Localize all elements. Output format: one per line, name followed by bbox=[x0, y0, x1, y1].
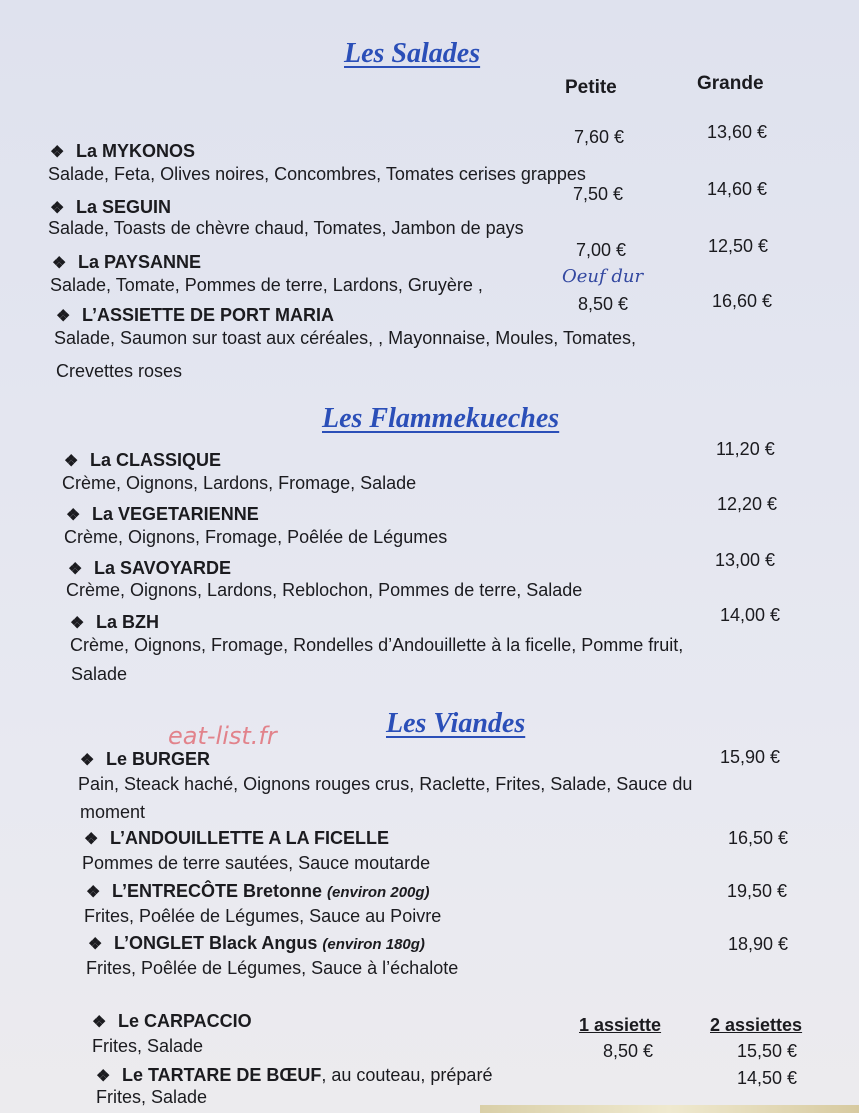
bullet-icon: ❖ bbox=[92, 1014, 107, 1031]
bullet-icon: ❖ bbox=[84, 831, 99, 848]
bullet-icon: ❖ bbox=[86, 884, 101, 901]
menu-item-description: Salade, Saumon sur toast aux céréales, , Mayonnaise, Moules, Tomates, bbox=[54, 328, 636, 348]
bullet-icon: ❖ bbox=[68, 561, 83, 578]
price: 15,90 € bbox=[720, 747, 781, 767]
price-1-assiette: 8,50 € bbox=[603, 1041, 654, 1061]
price: 12,20 € bbox=[717, 494, 778, 514]
column-header-1-assiette: 1 assiette bbox=[579, 1015, 662, 1035]
price: 16,50 € bbox=[728, 828, 789, 848]
menu-item-description: Frites, Poêlée de Légumes, Sauce au Poivre bbox=[84, 906, 442, 926]
bullet-icon: ❖ bbox=[50, 144, 65, 161]
menu-item-description-cont: moment bbox=[80, 802, 146, 822]
price-2-assiettes: 15,50 € bbox=[737, 1041, 798, 1061]
menu-item-name: ❖ La CLASSIQUE bbox=[64, 450, 222, 470]
menu-item-description: Salade, Feta, Olives noires, Concombres, Tomates cerises grappes bbox=[48, 164, 586, 184]
price-petite: 7,60 € bbox=[574, 127, 625, 147]
menu-item-description: Frites, Salade bbox=[96, 1087, 208, 1107]
menu-item-name: ❖ Le CARPACCIO bbox=[92, 1011, 252, 1031]
menu-item-description: Frites, Salade bbox=[92, 1036, 204, 1056]
price-petite: 8,50 € bbox=[578, 294, 629, 314]
menu-item-description: Salade, Toasts de chèvre chaud, Tomates, Jambon de pays bbox=[48, 218, 524, 238]
item-suffix: , au couteau, préparé bbox=[321, 1065, 493, 1085]
column-header-2-assiettes: 2 assiettes bbox=[710, 1015, 803, 1035]
menu-item-description: Crème, Oignons, Lardons, Fromage, Salade bbox=[62, 473, 417, 493]
menu-item-name: ❖ La MYKONOS bbox=[50, 141, 196, 161]
price: 13,00 € bbox=[715, 550, 776, 570]
bullet-icon: ❖ bbox=[50, 200, 65, 217]
price-grande: 16,60 € bbox=[712, 291, 773, 311]
price-grande: 14,60 € bbox=[707, 179, 768, 199]
menu-item-description: Pommes de terre sautées, Sauce moutarde bbox=[82, 853, 431, 873]
price-grande: 13,60 € bbox=[707, 122, 768, 142]
bullet-icon: ❖ bbox=[70, 615, 85, 632]
menu-item-description-cont: Salade bbox=[71, 664, 128, 684]
menu-item-name: ❖ La PAYSANNE bbox=[52, 252, 202, 272]
menu-item-description: Salade, Tomate, Pommes de terre, Lardons, Gruyère , bbox=[50, 275, 483, 295]
bullet-icon: ❖ bbox=[56, 308, 71, 325]
weight-note: (environ 180g) bbox=[322, 936, 425, 953]
price: 19,50 € bbox=[727, 881, 788, 901]
menu-item-name: ❖ La SEGUIN bbox=[50, 197, 172, 217]
price-petite: 7,00 € bbox=[576, 240, 627, 260]
price: 11,20 € bbox=[716, 439, 775, 459]
menu-item-name: ❖ La BZH bbox=[70, 612, 159, 632]
menu-item-name: ❖ La VEGETARIENNE bbox=[66, 504, 259, 524]
price: 14,00 € bbox=[720, 605, 781, 625]
menu-item-description: Crème, Oignons, Fromage, Rondelles d’Andouillette à la ficelle, Pomme fruit, bbox=[70, 635, 684, 655]
weight-note: (environ 200g) bbox=[327, 884, 430, 901]
section-title-viandes: Les Viandes bbox=[386, 708, 526, 739]
price-petite: 7,50 € bbox=[573, 184, 624, 204]
bullet-icon: ❖ bbox=[64, 453, 79, 470]
price-grande: 12,50 € bbox=[708, 236, 769, 256]
section-title-flammekueches: Les Flammekueches bbox=[322, 403, 560, 434]
menu-item-description: Crème, Oignons, Lardons, Reblochon, Pommes de terre, Salade bbox=[66, 580, 583, 600]
handwritten-note: Oeuf dur bbox=[562, 266, 644, 287]
menu-item-name: ❖ L’ANDOUILLETTE A LA FICELLE bbox=[84, 828, 389, 848]
bullet-icon: ❖ bbox=[52, 255, 67, 272]
column-header-petite: Petite bbox=[565, 77, 617, 98]
price: 18,90 € bbox=[728, 934, 789, 954]
menu-item-description: Frites, Poêlée de Légumes, Sauce à l’échalote bbox=[86, 958, 459, 978]
column-header-grande: Grande bbox=[697, 73, 764, 94]
section-title-salades: Les Salades bbox=[344, 38, 481, 69]
menu-item-name: ❖ L’ASSIETTE DE PORT MARIA bbox=[56, 305, 335, 325]
menu-item-description-cont: Crevettes roses bbox=[56, 361, 183, 381]
menu-item-name: ❖ Le TARTARE DE BŒUF, au couteau, préparé bbox=[96, 1065, 493, 1085]
bullet-icon: ❖ bbox=[80, 752, 95, 769]
bullet-icon: ❖ bbox=[96, 1068, 111, 1085]
bullet-icon: ❖ bbox=[66, 507, 81, 524]
price-2-assiettes: 14,50 € bbox=[737, 1068, 798, 1088]
table-edge bbox=[480, 1105, 859, 1113]
menu-item-description: Crème, Oignons, Fromage, Poêlée de Légumes bbox=[64, 527, 448, 547]
menu-item-name: ❖ L’ENTRECÔTE Bretonne (environ 200g) bbox=[86, 881, 430, 901]
menu-item-name: ❖ L’ONGLET Black Angus (environ 180g) bbox=[88, 933, 425, 953]
bullet-icon: ❖ bbox=[88, 936, 103, 953]
watermark: eat-list.fr bbox=[168, 722, 277, 750]
menu-item-name: ❖ Le BURGER bbox=[80, 749, 211, 769]
menu-item-name: ❖ La SAVOYARDE bbox=[68, 558, 232, 578]
menu-item-description: Pain, Steack haché, Oignons rouges crus, Raclette, Frites, Salade, Sauce du bbox=[78, 774, 693, 794]
